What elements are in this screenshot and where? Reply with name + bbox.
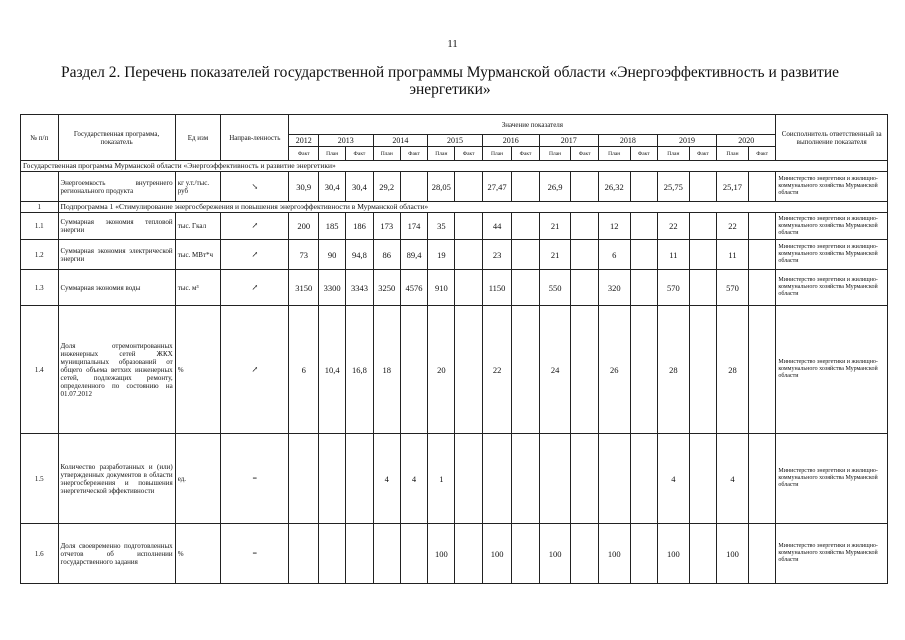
value-cell [689, 270, 716, 306]
value-cell [571, 172, 598, 202]
subprogram-row [21, 202, 888, 213]
value-cell [748, 434, 775, 524]
indicator-name: Доля своевременно подготовленных отчетов об исполнении государственного задания [58, 524, 175, 584]
value-cell: 28 [657, 306, 689, 434]
indicator-name: Суммарная экономия тепловой энергии [58, 213, 175, 240]
year-header: 2013 [319, 135, 374, 147]
direction-cell: = [221, 524, 289, 584]
table-row [21, 213, 888, 240]
value-cell [512, 270, 539, 306]
value-cell: 100 [717, 524, 749, 584]
plan-header: План [717, 147, 749, 161]
fact-header: Факт [748, 147, 775, 161]
year-header: 2018 [598, 135, 657, 147]
value-cell: 26,32 [598, 172, 630, 202]
year-header: 2014 [373, 135, 428, 147]
value-cell [748, 240, 775, 270]
value-cell: 910 [428, 270, 455, 306]
value-cell [455, 434, 482, 524]
value-cell [630, 524, 657, 584]
responsible-cell: Министерство энергетики и жилищно-коммунального хозяйства Мурманской области [776, 306, 888, 434]
row-number: 1.6 [21, 524, 59, 584]
header-responsible: Соисполнитель ответственный за выполнение показателя [776, 115, 888, 161]
value-cell: 20 [428, 306, 455, 434]
value-cell: 24 [539, 306, 571, 434]
year-header: 2012 [289, 135, 319, 147]
year-header: 2015 [428, 135, 483, 147]
page-number: 11 [447, 38, 458, 50]
value-cell [748, 306, 775, 434]
value-cell: 18 [373, 306, 400, 434]
plan-header: План [428, 147, 455, 161]
table-row [21, 172, 888, 202]
value-cell [689, 524, 716, 584]
value-cell [689, 306, 716, 434]
value-cell [455, 306, 482, 434]
value-cell [455, 524, 482, 584]
value-cell: 100 [539, 524, 571, 584]
value-cell: 22 [717, 213, 749, 240]
value-cell [748, 172, 775, 202]
value-cell [373, 524, 400, 584]
value-cell: 26,9 [539, 172, 571, 202]
year-header: 2016 [482, 135, 539, 147]
value-cell: 200 [289, 213, 319, 240]
value-cell: 1150 [482, 270, 512, 306]
value-cell: 11 [657, 240, 689, 270]
row-number: 1.2 [21, 240, 59, 270]
value-cell [512, 213, 539, 240]
value-cell: 28 [717, 306, 749, 434]
value-cell [512, 524, 539, 584]
value-cell [630, 306, 657, 434]
value-cell: 174 [400, 213, 427, 240]
value-cell: 25,75 [657, 172, 689, 202]
value-cell [455, 240, 482, 270]
fact-header: Факт [346, 147, 373, 161]
fact-header: Факт [689, 147, 716, 161]
value-cell [630, 240, 657, 270]
value-cell: 27,47 [482, 172, 512, 202]
value-cell [319, 434, 346, 524]
value-cell [689, 434, 716, 524]
value-cell [571, 306, 598, 434]
year-header: 2017 [539, 135, 598, 147]
value-cell [689, 240, 716, 270]
row-number: 1.4 [21, 306, 59, 434]
value-cell: 21 [539, 240, 571, 270]
unit-cell: кг у.т./тыс. руб [175, 172, 221, 202]
value-cell: 186 [346, 213, 373, 240]
value-cell: 94,8 [346, 240, 373, 270]
table-row [21, 240, 888, 270]
value-cell: 16,8 [346, 306, 373, 434]
value-cell [512, 240, 539, 270]
value-cell: 30,4 [319, 172, 346, 202]
value-cell: 29,2 [373, 172, 400, 202]
value-cell: 4 [373, 434, 400, 524]
responsible-cell: Министерство энергетики и жилищно-коммунального хозяйства Мурманской области [776, 434, 888, 524]
row-number: 1.5 [21, 434, 59, 524]
fact-header: Факт [400, 147, 427, 161]
value-cell [400, 524, 427, 584]
value-cell: 185 [319, 213, 346, 240]
fact-header: Факт [455, 147, 482, 161]
value-cell [512, 306, 539, 434]
fact-header: Факт [571, 147, 598, 161]
value-cell: 11 [717, 240, 749, 270]
value-cell: 26 [598, 306, 630, 434]
value-cell [571, 434, 598, 524]
indicator-name: Суммарная экономия воды [58, 270, 175, 306]
value-cell: 4 [717, 434, 749, 524]
value-cell [482, 434, 512, 524]
subprogram-number: 1 [21, 202, 59, 213]
value-cell: 100 [428, 524, 455, 584]
header-direction: Направ-ленность [221, 115, 289, 161]
value-cell [571, 524, 598, 584]
value-cell [539, 434, 571, 524]
direction-cell: ↗ [221, 270, 289, 306]
table-row [21, 524, 888, 584]
value-cell [630, 270, 657, 306]
plan-header: План [482, 147, 512, 161]
value-cell: 12 [598, 213, 630, 240]
value-cell: 6 [289, 306, 319, 434]
value-cell [346, 434, 373, 524]
value-cell: 320 [598, 270, 630, 306]
value-cell: 89,4 [400, 240, 427, 270]
responsible-cell: Министерство энергетики и жилищно-коммунального хозяйства Мурманской области [776, 270, 888, 306]
indicator-name: Доля отремонтированных инженерных сетей ЖКХ муниципальных образований от общего объема ветхих инженерных сетей, подлежащих ремонту, определенного по состоянию на 01.07.2012 [58, 306, 175, 434]
direction-cell: = [221, 434, 289, 524]
value-cell: 100 [657, 524, 689, 584]
row-number [21, 172, 59, 202]
value-cell [748, 270, 775, 306]
fact-header: Факт [289, 147, 319, 161]
value-cell: 30,4 [346, 172, 373, 202]
document-title: Раздел 2. Перечень показателей государственной программы Мурманской области «Энергоэффективность и развитие энергетики» [61, 64, 839, 98]
value-cell [630, 213, 657, 240]
value-cell [400, 306, 427, 434]
responsible-cell: Министерство энергетики и жилищно-коммунального хозяйства Мурманской области [776, 240, 888, 270]
value-cell: 23 [482, 240, 512, 270]
plan-header: План [657, 147, 689, 161]
value-cell: 22 [482, 306, 512, 434]
value-cell: 4576 [400, 270, 427, 306]
direction-cell: ↗ [221, 213, 289, 240]
value-cell: 4 [657, 434, 689, 524]
value-cell [455, 213, 482, 240]
indicators-table [20, 114, 888, 584]
value-cell [571, 213, 598, 240]
responsible-cell: Министерство энергетики и жилищно-коммунального хозяйства Мурманской области [776, 172, 888, 202]
fact-header: Факт [512, 147, 539, 161]
value-cell [455, 270, 482, 306]
value-cell [512, 434, 539, 524]
subprogram-title: Подпрограмма 1 «Стимулирование энергосбережения и повышения энергоэффективности в Мурманской области» [58, 202, 887, 213]
value-cell: 100 [482, 524, 512, 584]
value-cell: 90 [319, 240, 346, 270]
header-unit: Ед изм [175, 115, 221, 161]
value-cell: 35 [428, 213, 455, 240]
value-cell: 6 [598, 240, 630, 270]
value-cell: 19 [428, 240, 455, 270]
value-cell [571, 240, 598, 270]
value-cell [319, 524, 346, 584]
row-number: 1.1 [21, 213, 59, 240]
value-cell [689, 172, 716, 202]
value-cell: 30,9 [289, 172, 319, 202]
direction-cell: ↗ [221, 306, 289, 434]
table-row [21, 270, 888, 306]
value-cell: 4 [400, 434, 427, 524]
value-cell: 3343 [346, 270, 373, 306]
value-cell: 100 [598, 524, 630, 584]
header-no: № п/п [21, 115, 59, 161]
program-row: Государственная программа Мурманской области «Энергоэффективность и развитие энергетики» [21, 161, 888, 172]
row-number: 1.3 [21, 270, 59, 306]
value-cell [400, 172, 427, 202]
direction-cell: ↘ [221, 172, 289, 202]
value-cell: 21 [539, 213, 571, 240]
value-cell [748, 524, 775, 584]
value-cell [630, 434, 657, 524]
unit-cell: ед. [175, 434, 221, 524]
value-cell: 570 [657, 270, 689, 306]
year-header: 2019 [657, 135, 716, 147]
value-cell: 3300 [319, 270, 346, 306]
value-cell: 3250 [373, 270, 400, 306]
year-header: 2020 [717, 135, 776, 147]
value-cell [598, 434, 630, 524]
value-cell [512, 172, 539, 202]
header-name: Государственная программа, показатель [58, 115, 175, 161]
table-row [21, 434, 888, 524]
value-cell: 550 [539, 270, 571, 306]
value-cell: 22 [657, 213, 689, 240]
indicator-name: Суммарная экономия электрической энергии [58, 240, 175, 270]
plan-header: План [319, 147, 346, 161]
value-cell [571, 270, 598, 306]
indicator-name: Энергоемкость внутреннего регионального продукта [58, 172, 175, 202]
unit-cell: тыс. МВт*ч [175, 240, 221, 270]
plan-header: План [373, 147, 400, 161]
value-cell [630, 172, 657, 202]
responsible-cell: Министерство энергетики и жилищно-коммунального хозяйства Мурманской области [776, 213, 888, 240]
value-cell [455, 172, 482, 202]
unit-cell: тыс. Гкал [175, 213, 221, 240]
value-cell: 570 [717, 270, 749, 306]
value-cell: 173 [373, 213, 400, 240]
value-cell: 10,4 [319, 306, 346, 434]
value-cell: 86 [373, 240, 400, 270]
fact-header: Факт [630, 147, 657, 161]
table-row [21, 306, 888, 434]
value-cell: 44 [482, 213, 512, 240]
indicator-name: Количество разработанных и (или) утвержденных документов в области энергосбережения и повышения энергетической эффективности [58, 434, 175, 524]
value-cell [289, 434, 319, 524]
value-cell [748, 213, 775, 240]
value-cell [689, 213, 716, 240]
value-cell [289, 524, 319, 584]
value-cell: 28,05 [428, 172, 455, 202]
value-cell: 3150 [289, 270, 319, 306]
plan-header: План [539, 147, 571, 161]
value-cell: 73 [289, 240, 319, 270]
header-value: Значение показателя [289, 115, 776, 135]
value-cell: 25,17 [717, 172, 749, 202]
direction-cell: ↗ [221, 240, 289, 270]
unit-cell: % [175, 524, 221, 584]
plan-header: План [598, 147, 630, 161]
unit-cell: тыс. м³ [175, 270, 221, 306]
unit-cell: % [175, 306, 221, 434]
value-cell [346, 524, 373, 584]
value-cell: 1 [428, 434, 455, 524]
responsible-cell: Министерство энергетики и жилищно-коммунального хозяйства Мурманской области [776, 524, 888, 584]
